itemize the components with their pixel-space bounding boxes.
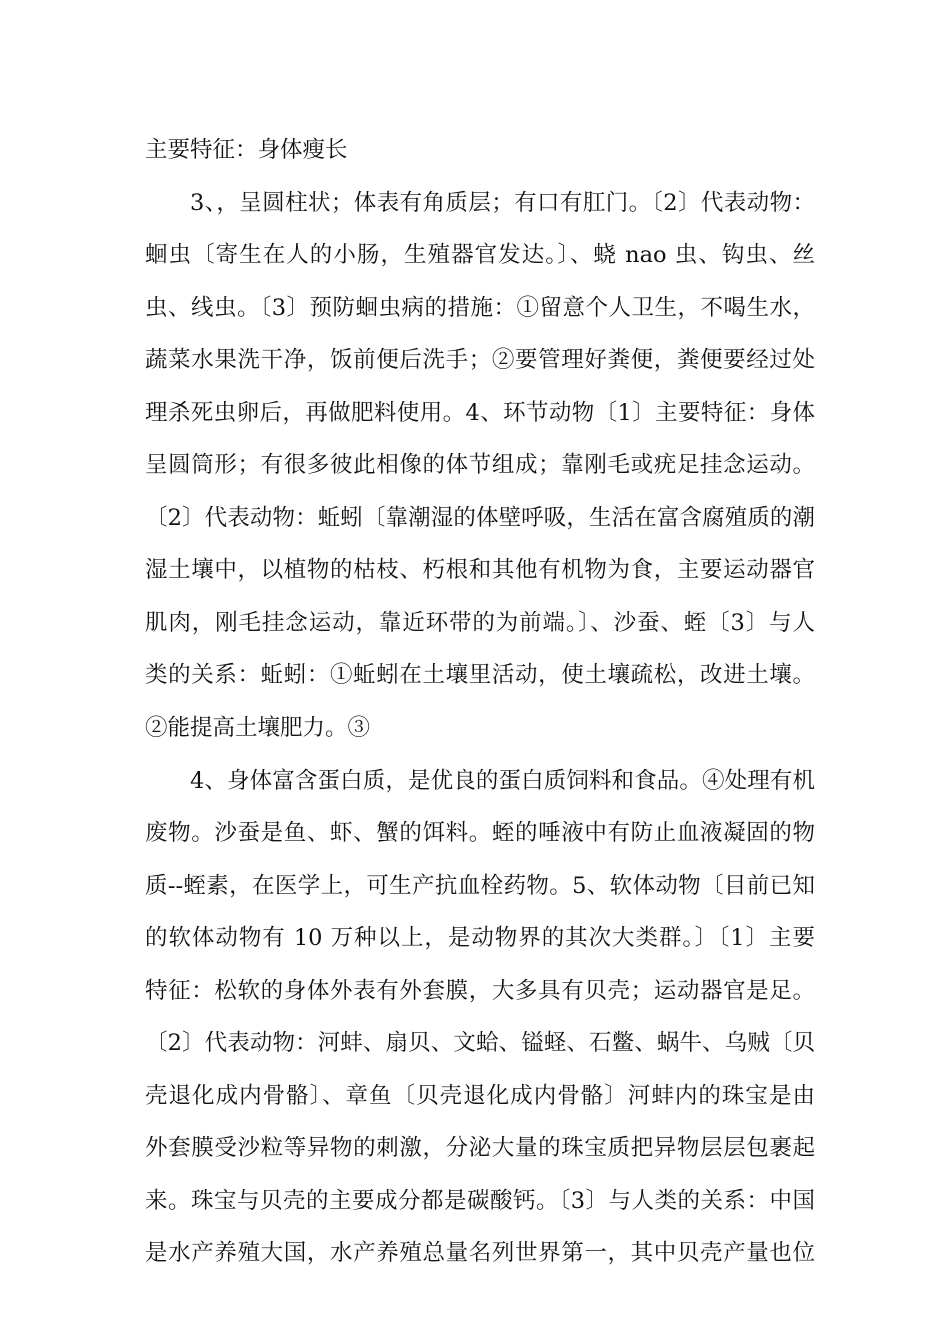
- text-line: 虫、线虫。〔3〕预防蛔虫病的措施：①留意个人卫生，不喝生水，: [145, 295, 815, 321]
- text-line: 4、身体富含蛋白质，是优良的蛋白质饲料和食品。④处理有机: [190, 768, 815, 794]
- text-line: 肌肉，刚毛挂念运动，靠近环带的为前端。〕、沙蚕、蛭〔3〕与人: [145, 610, 815, 636]
- text-line: 蔬菜水果洗干净，饭前便后洗手；②要管理好粪便，粪便要经过处: [145, 347, 815, 373]
- text-line: 废物。沙蚕是鱼、虾、蟹的饵料。蛭的唾液中有防止血液凝固的物: [145, 820, 815, 846]
- text-line: 〔2〕代表动物：河蚌、扇贝、文蛤、镒蛏、石鳖、蜗牛、乌贼〔贝: [145, 1030, 815, 1056]
- text-line: 的软体动物有 10 万种以上，是动物界的其次大类群。〕〔1〕主要: [145, 925, 815, 951]
- text-line: 是水产养殖大国，水产养殖总量名列世界第一，其中贝壳产量也位: [145, 1240, 815, 1266]
- text-line: 特征：松软的身体外表有外套膜，大多具有贝壳；运动器官是足。: [145, 978, 815, 1004]
- text-line: 类的关系：蚯蚓：①蚯蚓在土壤里活动，使土壤疏松，改进土壤。: [145, 662, 815, 688]
- text-line: 主要特征：身体瘦长: [145, 137, 348, 163]
- text-line: ②能提高土壤肥力。③: [145, 715, 371, 741]
- text-line: 湿土壤中，以植物的枯枝、朽根和其他有机物为食，主要运动器官: [145, 557, 815, 583]
- text-line: 呈圆筒形；有很多彼此相像的体节组成；靠刚毛或疣足挂念运动。: [145, 452, 815, 478]
- text-line: 来。珠宝与贝壳的主要成分都是碳酸钙。〔3〕与人类的关系：中国: [145, 1188, 815, 1214]
- text-line: 壳退化成内骨骼〕、章鱼〔贝壳退化成内骨骼〕河蚌内的珠宝是由: [145, 1083, 815, 1109]
- text-line: 理杀死虫卵后，再做肥料使用。4、环节动物〔1〕主要特征：身体: [145, 400, 815, 426]
- text-line: 质--蛭素，在医学上，可生产抗血栓药物。5、软体动物〔目前已知: [145, 873, 815, 899]
- text-line: 外套膜受沙粒等异物的刺激，分泌大量的珠宝质把异物层层包裹起: [145, 1135, 815, 1161]
- text-line: 蛔虫〔寄生在人的小肠，生殖器官发达。〕、蛲 nao 虫、钩虫、丝: [145, 242, 815, 268]
- text-line: 〔2〕代表动物：蚯蚓〔靠潮湿的体壁呼吸，生活在富含腐殖质的潮: [145, 505, 815, 531]
- text-line: 3、，呈圆柱状；体表有角质层；有口有肛门。〔2〕代表动物：: [190, 190, 815, 216]
